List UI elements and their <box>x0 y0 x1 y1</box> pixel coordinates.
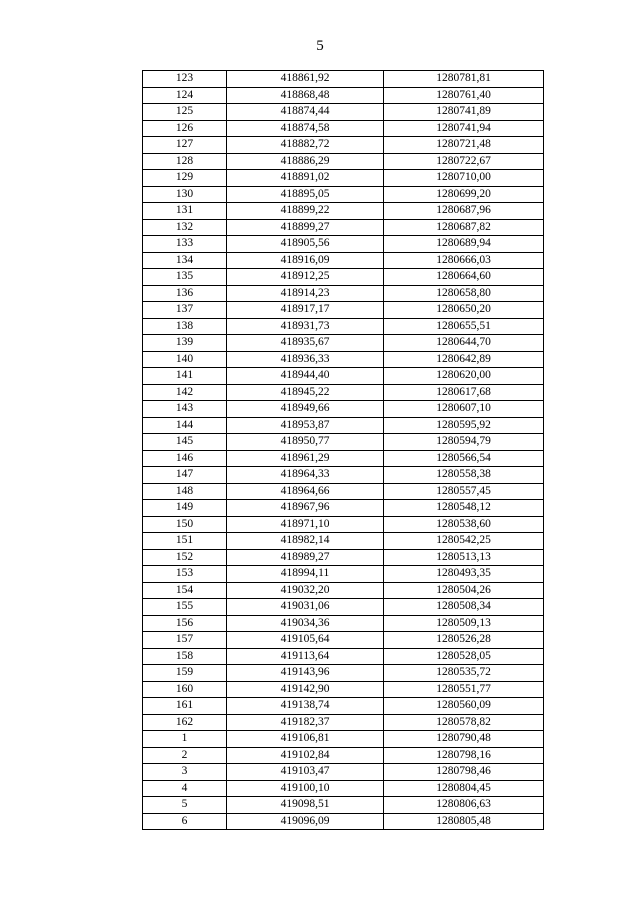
x-coordinate-cell: 419031,06 <box>227 599 384 616</box>
y-coordinate-cell: 1280644,70 <box>384 335 544 352</box>
point-number-cell: 129 <box>143 170 227 187</box>
point-number-cell: 154 <box>143 582 227 599</box>
x-coordinate-cell: 418912,25 <box>227 269 384 286</box>
y-coordinate-cell: 1280493,35 <box>384 566 544 583</box>
table-row <box>143 714 544 731</box>
table-row <box>143 566 544 583</box>
table-row <box>143 104 544 121</box>
point-number-cell: 153 <box>143 566 227 583</box>
y-coordinate-cell: 1280689,94 <box>384 236 544 253</box>
y-coordinate-cell: 1280741,94 <box>384 120 544 137</box>
table-row <box>143 120 544 137</box>
y-coordinate-cell: 1280664,60 <box>384 269 544 286</box>
table-row <box>143 71 544 88</box>
x-coordinate-cell: 419100,10 <box>227 780 384 797</box>
x-coordinate-cell: 418953,87 <box>227 417 384 434</box>
x-coordinate-cell: 418964,66 <box>227 483 384 500</box>
point-number-cell: 136 <box>143 285 227 302</box>
x-coordinate-cell: 419138,74 <box>227 698 384 715</box>
x-coordinate-cell: 418891,02 <box>227 170 384 187</box>
x-coordinate-cell: 419102,84 <box>227 747 384 764</box>
x-coordinate-cell: 418931,73 <box>227 318 384 335</box>
table-row <box>143 681 544 698</box>
point-number-cell: 160 <box>143 681 227 698</box>
point-number-cell: 161 <box>143 698 227 715</box>
x-coordinate-cell: 418950,77 <box>227 434 384 451</box>
x-coordinate-cell: 418917,17 <box>227 302 384 319</box>
table-row <box>143 582 544 599</box>
x-coordinate-cell: 419032,20 <box>227 582 384 599</box>
table-row <box>143 318 544 335</box>
x-coordinate-cell: 418882,72 <box>227 137 384 154</box>
x-coordinate-cell: 418874,58 <box>227 120 384 137</box>
table-row <box>143 434 544 451</box>
page-number: 5 <box>316 38 324 54</box>
x-coordinate-cell: 418895,05 <box>227 186 384 203</box>
table-row <box>143 665 544 682</box>
y-coordinate-cell: 1280710,00 <box>384 170 544 187</box>
table-row <box>143 87 544 104</box>
table-row <box>143 351 544 368</box>
y-coordinate-cell: 1280620,00 <box>384 368 544 385</box>
table-row <box>143 450 544 467</box>
table-row <box>143 368 544 385</box>
table-row <box>143 599 544 616</box>
point-number-cell: 162 <box>143 714 227 731</box>
point-number-cell: 139 <box>143 335 227 352</box>
y-coordinate-cell: 1280642,89 <box>384 351 544 368</box>
point-number-cell: 123 <box>143 71 227 88</box>
table-row <box>143 170 544 187</box>
y-coordinate-cell: 1280761,40 <box>384 87 544 104</box>
y-coordinate-cell: 1280528,05 <box>384 648 544 665</box>
point-number-cell: 137 <box>143 302 227 319</box>
point-number-cell: 143 <box>143 401 227 418</box>
y-coordinate-cell: 1280594,79 <box>384 434 544 451</box>
x-coordinate-cell: 418982,14 <box>227 533 384 550</box>
table-row <box>143 252 544 269</box>
x-coordinate-cell: 418961,29 <box>227 450 384 467</box>
table-row <box>143 632 544 649</box>
table-row <box>143 731 544 748</box>
point-number-cell: 145 <box>143 434 227 451</box>
y-coordinate-cell: 1280607,10 <box>384 401 544 418</box>
y-coordinate-cell: 1280666,03 <box>384 252 544 269</box>
table-row <box>143 747 544 764</box>
x-coordinate-cell: 418964,33 <box>227 467 384 484</box>
table-row <box>143 500 544 517</box>
point-number-cell: 1 <box>143 731 227 748</box>
x-coordinate-cell: 419182,37 <box>227 714 384 731</box>
x-coordinate-cell: 418989,27 <box>227 549 384 566</box>
table-row <box>143 384 544 401</box>
point-number-cell: 134 <box>143 252 227 269</box>
point-number-cell: 142 <box>143 384 227 401</box>
x-coordinate-cell: 418861,92 <box>227 71 384 88</box>
y-coordinate-cell: 1280542,25 <box>384 533 544 550</box>
point-number-cell: 125 <box>143 104 227 121</box>
y-coordinate-cell: 1280538,60 <box>384 516 544 533</box>
x-coordinate-cell: 418905,56 <box>227 236 384 253</box>
table-row <box>143 417 544 434</box>
x-coordinate-cell: 419113,64 <box>227 648 384 665</box>
table-row <box>143 483 544 500</box>
y-coordinate-cell: 1280805,48 <box>384 813 544 830</box>
point-number-cell: 148 <box>143 483 227 500</box>
x-coordinate-cell: 419106,81 <box>227 731 384 748</box>
point-number-cell: 135 <box>143 269 227 286</box>
point-number-cell: 150 <box>143 516 227 533</box>
table-row <box>143 269 544 286</box>
y-coordinate-cell: 1280798,16 <box>384 747 544 764</box>
y-coordinate-cell: 1280806,63 <box>384 797 544 814</box>
y-coordinate-cell: 1280504,26 <box>384 582 544 599</box>
table-row <box>143 186 544 203</box>
x-coordinate-cell: 418916,09 <box>227 252 384 269</box>
x-coordinate-cell: 419142,90 <box>227 681 384 698</box>
y-coordinate-cell: 1280557,45 <box>384 483 544 500</box>
x-coordinate-cell: 418936,33 <box>227 351 384 368</box>
y-coordinate-cell: 1280687,96 <box>384 203 544 220</box>
y-coordinate-cell: 1280560,09 <box>384 698 544 715</box>
x-coordinate-cell: 418899,22 <box>227 203 384 220</box>
point-number-cell: 140 <box>143 351 227 368</box>
x-coordinate-cell: 418994,11 <box>227 566 384 583</box>
table-row <box>143 516 544 533</box>
point-number-cell: 126 <box>143 120 227 137</box>
point-number-cell: 4 <box>143 780 227 797</box>
x-coordinate-cell: 418935,67 <box>227 335 384 352</box>
coordinates-table-body <box>143 71 544 830</box>
x-coordinate-cell: 419096,09 <box>227 813 384 830</box>
table-row <box>143 137 544 154</box>
x-coordinate-cell: 418967,96 <box>227 500 384 517</box>
table-row <box>143 813 544 830</box>
y-coordinate-cell: 1280699,20 <box>384 186 544 203</box>
x-coordinate-cell: 418874,44 <box>227 104 384 121</box>
table-row <box>143 549 544 566</box>
x-coordinate-cell: 418914,23 <box>227 285 384 302</box>
point-number-cell: 3 <box>143 764 227 781</box>
point-number-cell: 147 <box>143 467 227 484</box>
y-coordinate-cell: 1280513,13 <box>384 549 544 566</box>
point-number-cell: 132 <box>143 219 227 236</box>
table-row <box>143 467 544 484</box>
point-number-cell: 149 <box>143 500 227 517</box>
table-row <box>143 302 544 319</box>
point-number-cell: 144 <box>143 417 227 434</box>
y-coordinate-cell: 1280741,89 <box>384 104 544 121</box>
y-coordinate-cell: 1280595,92 <box>384 417 544 434</box>
point-number-cell: 124 <box>143 87 227 104</box>
table-row <box>143 285 544 302</box>
y-coordinate-cell: 1280798,46 <box>384 764 544 781</box>
y-coordinate-cell: 1280535,72 <box>384 665 544 682</box>
coordinates-table <box>142 70 544 830</box>
point-number-cell: 6 <box>143 813 227 830</box>
y-coordinate-cell: 1280548,12 <box>384 500 544 517</box>
point-number-cell: 155 <box>143 599 227 616</box>
point-number-cell: 157 <box>143 632 227 649</box>
point-number-cell: 133 <box>143 236 227 253</box>
x-coordinate-cell: 418945,22 <box>227 384 384 401</box>
point-number-cell: 130 <box>143 186 227 203</box>
y-coordinate-cell: 1280650,20 <box>384 302 544 319</box>
point-number-cell: 152 <box>143 549 227 566</box>
x-coordinate-cell: 419103,47 <box>227 764 384 781</box>
y-coordinate-cell: 1280509,13 <box>384 615 544 632</box>
point-number-cell: 151 <box>143 533 227 550</box>
table-row <box>143 203 544 220</box>
table-row <box>143 533 544 550</box>
y-coordinate-cell: 1280722,67 <box>384 153 544 170</box>
y-coordinate-cell: 1280658,80 <box>384 285 544 302</box>
point-number-cell: 146 <box>143 450 227 467</box>
point-number-cell: 128 <box>143 153 227 170</box>
table-row <box>143 219 544 236</box>
y-coordinate-cell: 1280526,28 <box>384 632 544 649</box>
x-coordinate-cell: 418886,29 <box>227 153 384 170</box>
table-row <box>143 797 544 814</box>
table-row <box>143 335 544 352</box>
y-coordinate-cell: 1280617,68 <box>384 384 544 401</box>
table-row <box>143 698 544 715</box>
x-coordinate-cell: 418944,40 <box>227 368 384 385</box>
point-number-cell: 156 <box>143 615 227 632</box>
point-number-cell: 5 <box>143 797 227 814</box>
x-coordinate-cell: 418971,10 <box>227 516 384 533</box>
y-coordinate-cell: 1280655,51 <box>384 318 544 335</box>
y-coordinate-cell: 1280804,45 <box>384 780 544 797</box>
table-row <box>143 780 544 797</box>
table-row <box>143 615 544 632</box>
table-row <box>143 236 544 253</box>
point-number-cell: 2 <box>143 747 227 764</box>
y-coordinate-cell: 1280721,48 <box>384 137 544 154</box>
x-coordinate-cell: 418868,48 <box>227 87 384 104</box>
table-row <box>143 648 544 665</box>
x-coordinate-cell: 418949,66 <box>227 401 384 418</box>
point-number-cell: 138 <box>143 318 227 335</box>
table-row <box>143 401 544 418</box>
y-coordinate-cell: 1280578,82 <box>384 714 544 731</box>
x-coordinate-cell: 419098,51 <box>227 797 384 814</box>
x-coordinate-cell: 418899,27 <box>227 219 384 236</box>
y-coordinate-cell: 1280558,38 <box>384 467 544 484</box>
x-coordinate-cell: 419105,64 <box>227 632 384 649</box>
point-number-cell: 158 <box>143 648 227 665</box>
x-coordinate-cell: 419034,36 <box>227 615 384 632</box>
y-coordinate-cell: 1280781,81 <box>384 71 544 88</box>
y-coordinate-cell: 1280508,34 <box>384 599 544 616</box>
y-coordinate-cell: 1280551,77 <box>384 681 544 698</box>
x-coordinate-cell: 419143,96 <box>227 665 384 682</box>
y-coordinate-cell: 1280790,48 <box>384 731 544 748</box>
point-number-cell: 127 <box>143 137 227 154</box>
point-number-cell: 141 <box>143 368 227 385</box>
table-row <box>143 153 544 170</box>
table-row <box>143 764 544 781</box>
point-number-cell: 159 <box>143 665 227 682</box>
y-coordinate-cell: 1280687,82 <box>384 219 544 236</box>
point-number-cell: 131 <box>143 203 227 220</box>
y-coordinate-cell: 1280566,54 <box>384 450 544 467</box>
